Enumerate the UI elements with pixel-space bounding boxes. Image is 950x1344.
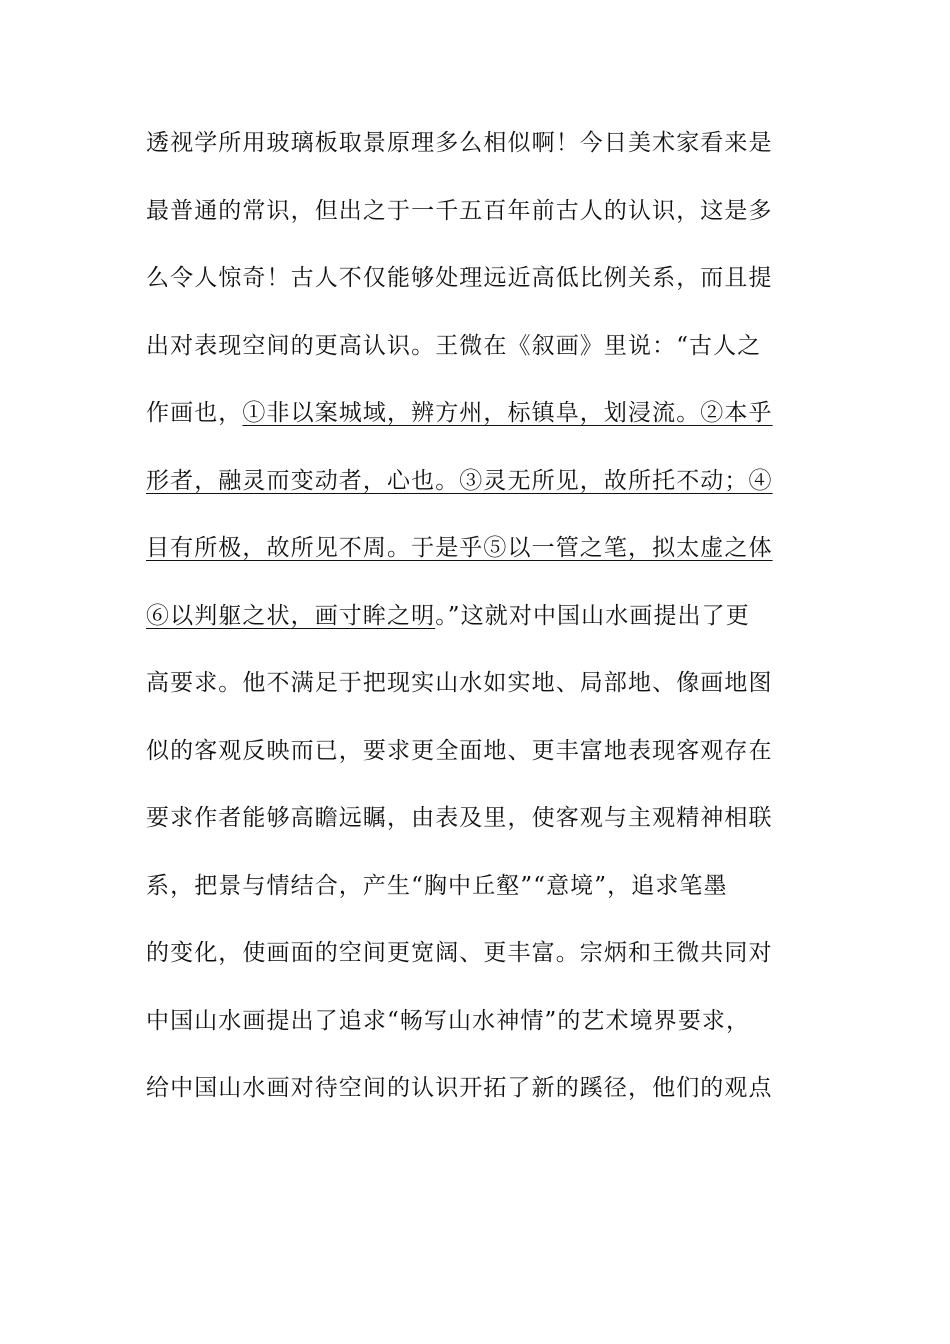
text-segment: 中国山水画提出了追求“畅写山水神情”的艺术境界要求， [146, 1007, 751, 1034]
text-line [146, 862, 810, 930]
underlined-text: 目有所极，故所见不周。于是乎⑤以一管之笔，拟太虚之体 [146, 535, 773, 561]
text-line [146, 322, 810, 390]
text-line [146, 119, 810, 187]
text-segment: 高要求。他不满足于把现实山水如实地、局部地、像画地图 [146, 670, 773, 696]
text-line [146, 794, 810, 862]
text-segment: 的变化，使画面的空间更宽阔、更丰富。宗炳和王微共同对 [146, 940, 773, 966]
text-segment: 最普通的常识，但出之于一千五百年前古人的认识，这是多 [146, 197, 773, 224]
text-segment: 系，把景与情结合，产生“胸中丘壑”“意境”，追求笔墨 [146, 872, 728, 899]
text-segment: 出对表现空间的更高认识。王微在《叙画》里说：“古人之 [146, 332, 762, 359]
body-text [146, 119, 810, 1132]
text-line [146, 997, 810, 1065]
text-line [146, 187, 810, 255]
text-line [146, 524, 810, 592]
text-line [146, 592, 810, 660]
text-segment: 作画也， [146, 400, 243, 426]
text-line [146, 727, 810, 795]
text-line [146, 659, 810, 727]
text-line [146, 1064, 810, 1132]
text-segment: 要求作者能够高瞻远瞩，由表及里，使客观与主观精神相联 [146, 805, 773, 831]
text-line [146, 254, 810, 322]
underlined-text: ⑥以判躯之状，画寸眸之明 [146, 602, 436, 629]
text-segment: 么令人惊奇！古人不仅能够处理远近高低比例关系，而且提 [146, 265, 773, 291]
text-segment: 。”这就对中国山水画提出了更 [435, 602, 750, 629]
text-segment: 给中国山水画对待空间的认识开拓了新的蹊径，他们的观点 [146, 1075, 773, 1101]
underlined-text: ①非以案城域，辨方州，标镇阜，划浸流。②本乎 [242, 400, 773, 426]
text-segment: 透视学所用玻璃板取景原理多么相似啊！今日美术家看来是 [146, 130, 773, 156]
text-line [146, 457, 810, 525]
underlined-text: 形者，融灵而变动者，心也。③灵无所见，故所托不动；④ [146, 467, 773, 494]
text-line [146, 929, 810, 997]
text-line [146, 389, 810, 457]
text-segment: 似的客观反映而已，要求更全面地、更丰富地表现客观存在 [146, 737, 773, 764]
